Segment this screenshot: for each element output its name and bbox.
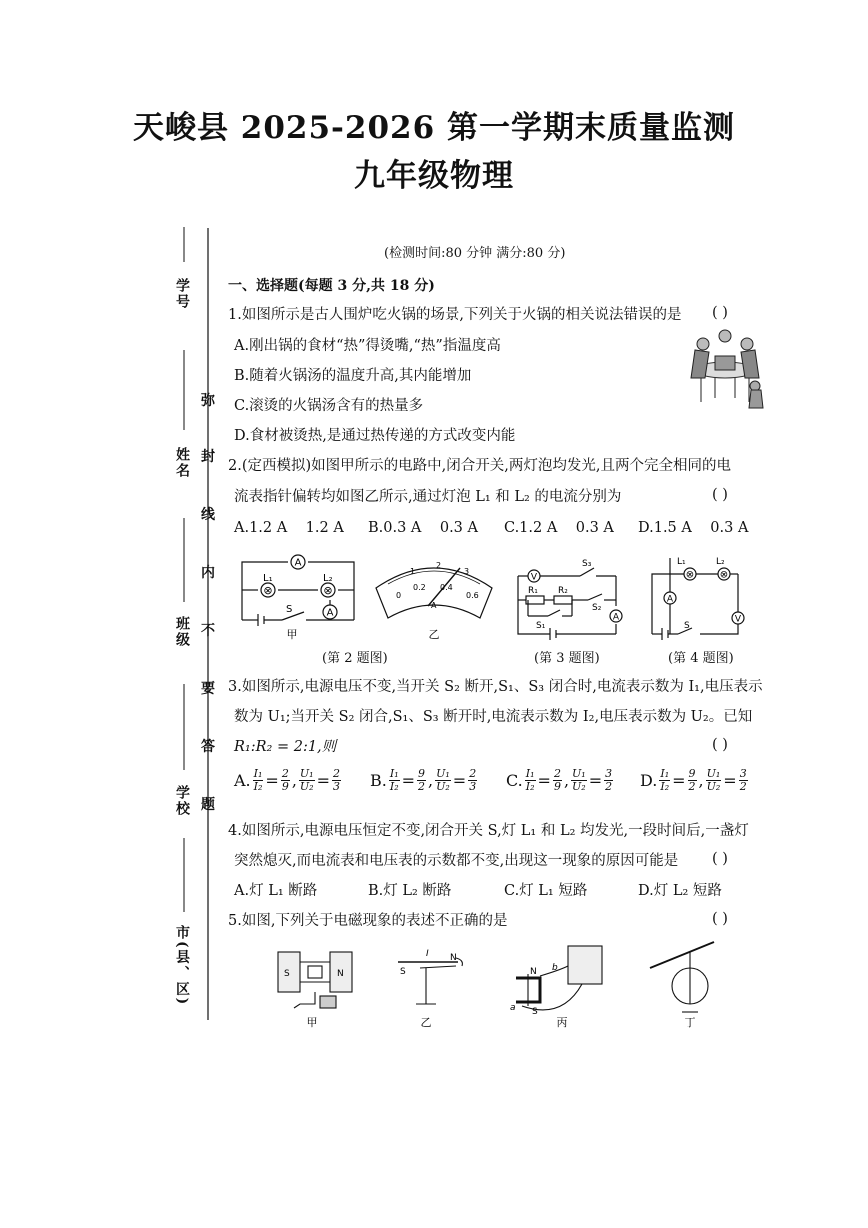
q5-figures — [270, 938, 770, 1030]
fraction: $\frac{\text{I₁}}{\text{I₂}}$ — [253, 767, 263, 793]
q5-stem: 5.如图,下列关于电磁现象的表述不正确的是 — [228, 913, 508, 929]
exam-meta: (检测时间:80 分钟 满分:80 分) — [384, 246, 566, 261]
fraction: $\frac{\text{I₁}}{\text{I₂}}$ — [525, 767, 535, 793]
fraction: $\frac{\text{U₁}}{\text{U₂}}$ — [572, 767, 586, 793]
q2-option-b: B.0.3 A 0.3 A — [368, 520, 478, 536]
label-ammeter: A — [666, 594, 674, 605]
label-l1: L₁ — [263, 573, 273, 584]
label-voltmeter: V — [734, 614, 742, 625]
label-ammeter: A — [612, 612, 620, 623]
label-r1: R₁ — [528, 586, 538, 596]
label-s: S — [532, 1007, 538, 1017]
sublabel-yi: 乙 — [428, 628, 440, 641]
lamp-mark: ⊗ — [719, 569, 729, 581]
q5-sublabel-jia: 甲 — [306, 1016, 318, 1029]
fraction: $\frac{2}{9}$ — [281, 767, 289, 793]
meter-tick: 1 — [410, 567, 416, 576]
q5-fig-yi — [398, 958, 462, 1004]
field-city: 市(县、区) — [174, 925, 190, 1007]
label-n: N — [530, 967, 537, 977]
q3-stem-line1: 3.如图所示,电源电压不变,当开关 S₂ 断开,S₁、S₃ 闭合时,电流表示数为 I₁,电压表示 — [228, 679, 763, 695]
q2-option-a: A.1.2 A 1.2 A — [234, 520, 344, 536]
option-letter: A. — [234, 771, 251, 790]
field-name: 姓名 — [174, 447, 190, 479]
q4-option-d: D.灯 L₂ 短路 — [638, 883, 722, 899]
q3-option-d: D. $\frac{\text{I₁}}{\text{I₂}}$ = $\frac{9}{2}$ , $\frac{\text{U₁}}{\text{U₂}}$ = $\frac{3}{2}$ — [640, 767, 747, 793]
label-l2: L₂ — [323, 573, 333, 584]
seal-char: 弥 — [201, 393, 215, 409]
seal-char: 内 — [201, 565, 215, 581]
q3-answer-paren: ( ) — [712, 737, 728, 753]
label-s3: S₃ — [582, 559, 592, 569]
exam-title: 天峻县 2025-2026 第一学期末质量监测 — [132, 110, 735, 146]
exam-subtitle: 九年级物理 — [354, 158, 514, 194]
q2-option-c: C.1.2 A 0.3 A — [504, 520, 614, 536]
q4-stem-line2: 突然熄灭,而电流表和电压表的示数都不变,出现这一现象的原因可能是 — [234, 853, 679, 869]
circuit-figures-row — [230, 548, 770, 648]
meter-tick: 3 — [464, 567, 470, 576]
q5-fig-jia — [278, 952, 352, 1008]
q3-option-a: A. $\frac{\text{I₁}}{\text{I₂}}$ = $\frac{2}{9}$ , $\frac{\text{U₁}}{\text{U₂}}$ = $\frac{2}{3}$ — [234, 767, 340, 793]
fraction: $\frac{\text{U₁}}{\text{U₂}}$ — [706, 767, 721, 793]
q5-answer-paren: ( ) — [712, 911, 728, 927]
label-voltmeter: V — [530, 572, 538, 583]
field-school: 学校 — [174, 785, 190, 817]
lamp-mark: ⊗ — [263, 584, 273, 597]
q1-option-b: B.随着火锅汤的温度升高,其内能增加 — [234, 368, 472, 384]
label-s2: S₂ — [592, 603, 602, 613]
q4-option-c: C.灯 L₁ 短路 — [504, 883, 588, 899]
label-b: b — [552, 963, 558, 973]
meter-tick: 0 — [396, 591, 402, 600]
q2-answer-paren: ( ) — [712, 487, 728, 503]
fraction: $\frac{3}{2}$ — [605, 767, 613, 793]
option-letter: B. — [370, 771, 387, 790]
seal-char: 要 — [201, 681, 215, 697]
lamp-mark: ⊗ — [323, 584, 333, 597]
section-heading: 一、选择题(每题 3 分,共 18 分) — [228, 278, 435, 294]
q1-answer-paren: ( ) — [712, 305, 728, 321]
fraction: $\frac{9}{2}$ — [688, 767, 696, 793]
q4-stem-line1: 4.如图所示,电源电压恒定不变,闭合开关 S,灯 L₁ 和 L₂ 均发光,一段时间后,一盏灯 — [228, 823, 749, 839]
meter-tick: 0.6 — [466, 591, 479, 600]
label-s1: S₁ — [536, 621, 546, 631]
q2-option-d: D.1.5 A 0.3 A — [638, 520, 749, 536]
seal-char: 题 — [201, 797, 215, 813]
label-l2: L₂ — [716, 557, 725, 567]
label-switch: S — [684, 621, 690, 631]
label-current: I — [426, 949, 429, 959]
seal-char: 封 — [201, 449, 215, 465]
q1-stem: 1.如图所示是古人围炉吃火锅的场景,下列关于火锅的相关说法错误的是 — [228, 307, 682, 323]
meter-tick: 2 — [436, 561, 442, 570]
label-n: N — [450, 953, 457, 963]
seal-char: 不 — [201, 623, 215, 639]
fraction: $\frac{3}{2}$ — [739, 767, 747, 793]
caption-fig3: (第 3 题图) — [534, 651, 600, 666]
q5-fig-ding — [650, 942, 714, 1012]
fraction: $\frac{\text{I₁}}{\text{I₂}}$ — [389, 767, 399, 793]
fraction: $\frac{2}{3}$ — [469, 767, 477, 793]
q3-stem-line3: R₁:R₂ = 2:1,则 — [234, 739, 337, 755]
seal-char: 线 — [201, 507, 215, 523]
label-ammeter: A — [326, 607, 334, 619]
q5-sublabel-bing: 丙 — [556, 1016, 568, 1029]
caption-fig2: (第 2 题图) — [322, 651, 388, 666]
option-letter: D. — [640, 771, 658, 790]
label-a: a — [510, 1003, 516, 1013]
field-student-id: 学号 — [174, 278, 190, 310]
fraction: $\frac{\text{U₁}}{\text{U₂}}$ — [436, 767, 450, 793]
sublabel-jia: 甲 — [286, 628, 298, 641]
caption-fig4: (第 4 题图) — [668, 651, 734, 666]
fraction: $\frac{\text{U₁}}{\text{U₂}}$ — [299, 767, 314, 793]
label-switch: S — [286, 604, 293, 615]
label-n: N — [337, 969, 344, 979]
field-class: 班级 — [174, 616, 190, 648]
label-r2: R₂ — [558, 586, 568, 596]
label-ammeter: A — [294, 557, 302, 569]
option-letter: C. — [506, 771, 523, 790]
q2-stem-line1: 2.(定西模拟)如图甲所示的电路中,闭合开关,两灯泡均发光,且两个完全相同的电 — [228, 458, 731, 474]
q5-sublabel-ding: 丁 — [684, 1016, 696, 1029]
label-s: S — [400, 967, 406, 977]
fraction: $\frac{\text{I₁}}{\text{I₂}}$ — [660, 767, 670, 793]
hotpot-illustration — [685, 328, 765, 410]
fraction: $\frac{2}{9}$ — [553, 767, 561, 793]
fraction: $\frac{2}{3}$ — [333, 767, 340, 793]
q4-option-a: A.灯 L₁ 断路 — [234, 883, 318, 899]
q2-stem-line2: 流表指针偏转均如图乙所示,通过灯泡 L₁ 和 L₂ 的电流分别为 — [234, 489, 622, 505]
label-l1: L₁ — [677, 557, 686, 567]
meter-unit: A — [431, 601, 437, 610]
q1-option-c: C.滚烫的火锅汤含有的热量多 — [234, 398, 424, 414]
meter-tick: 0.2 — [413, 583, 426, 592]
q3-stem-line2: 数为 U₁;当开关 S₂ 闭合,S₁、S₃ 断开时,电流表示数为 I₂,电压表示数为 U₂。已知 — [234, 709, 753, 725]
q1-option-a: A.刚出锅的食材“热”得烫嘴,“热”指温度高 — [234, 338, 501, 354]
q5-fig-bing — [516, 946, 602, 1010]
fraction: $\frac{9}{2}$ — [418, 767, 426, 793]
q1-option-d: D.食材被烫热,是通过热传递的方式改变内能 — [234, 428, 516, 444]
q3-option-b: B. $\frac{\text{I₁}}{\text{I₂}}$ = $\frac{9}{2}$ , $\frac{\text{U₁}}{\text{U₂}}$ = $\frac{2}{3}$ — [370, 767, 477, 793]
lamp-mark: ⊗ — [685, 569, 695, 581]
meter-tick: 0.4 — [440, 583, 453, 592]
q4-circuit — [652, 558, 744, 640]
q3-option-c: C. $\frac{\text{I₁}}{\text{I₂}}$ = $\frac{2}{9}$ , $\frac{\text{U₁}}{\text{U₂}}$ = $\frac{3}{2}$ — [506, 767, 613, 793]
label-s: S — [284, 969, 290, 979]
q4-option-b: B.灯 L₂ 断路 — [368, 883, 452, 899]
q4-answer-paren: ( ) — [712, 851, 728, 867]
seal-char: 答 — [201, 739, 215, 755]
q5-sublabel-yi: 乙 — [420, 1016, 432, 1029]
